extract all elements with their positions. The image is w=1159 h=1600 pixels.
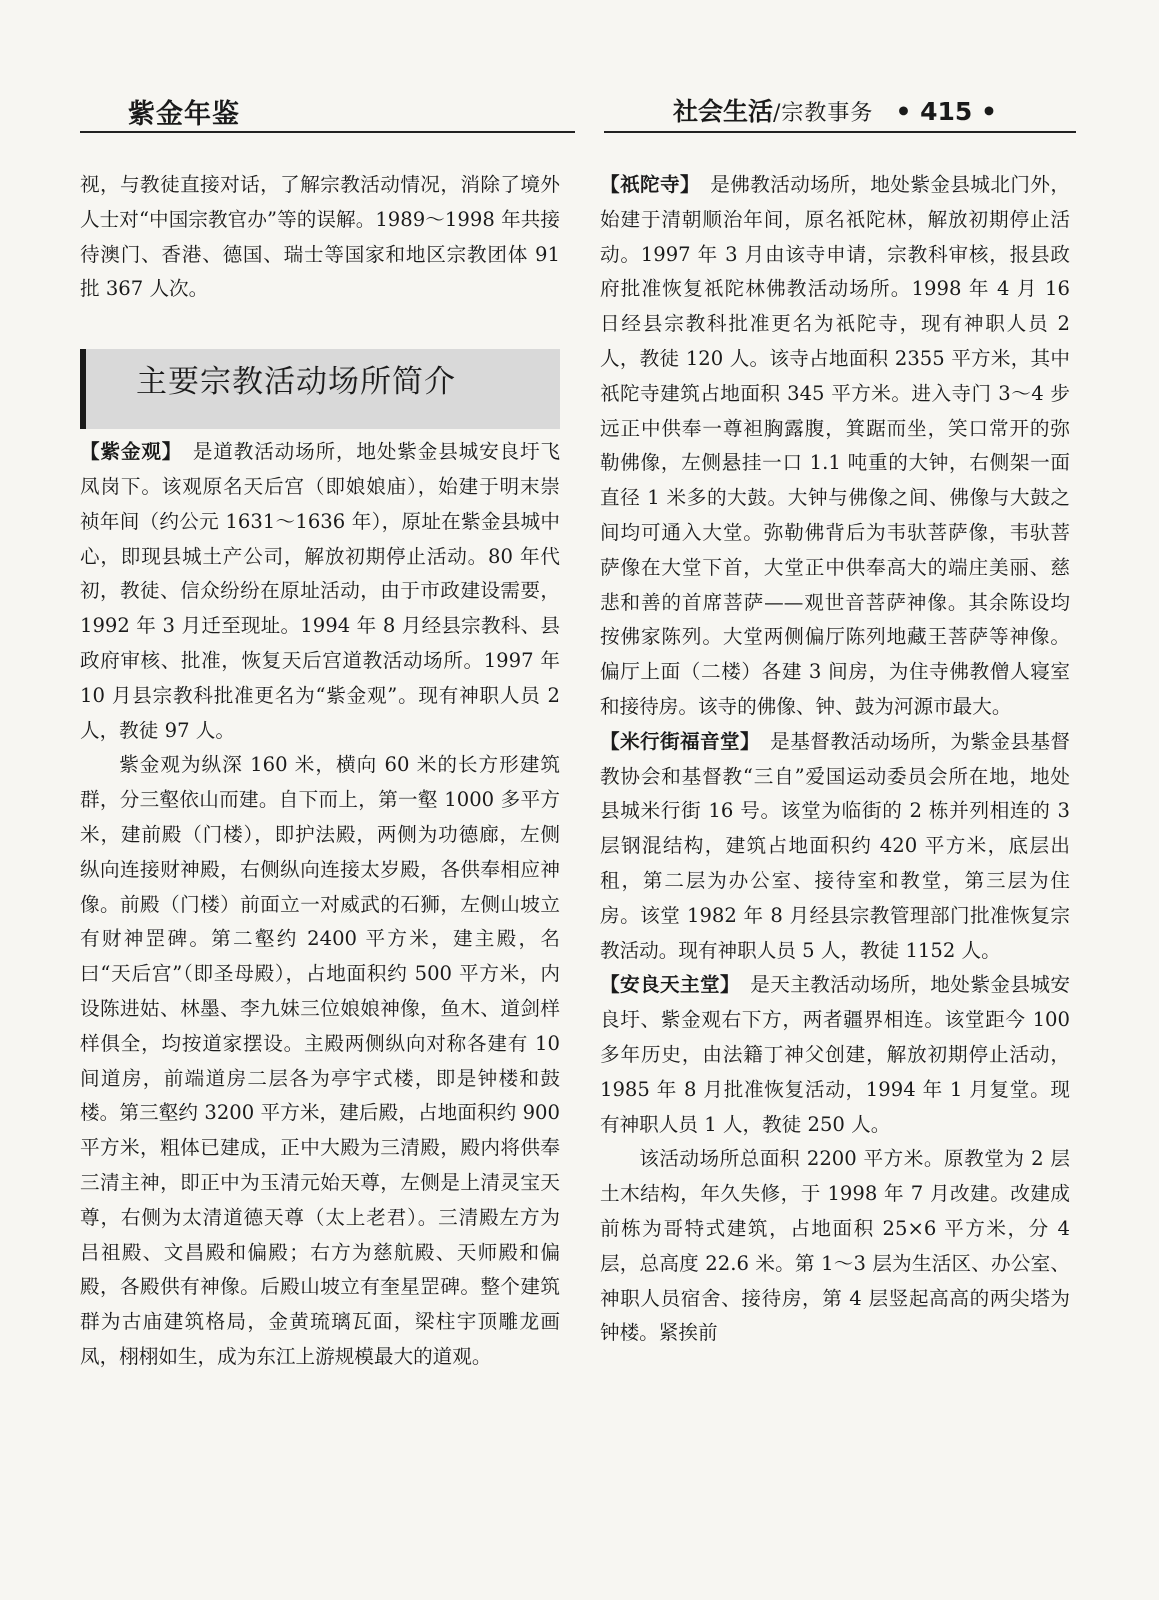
zijin-entry-text: 是道教活动场所，地处紫金县城安良圩飞凤岗下。该观原名天后宫（即娘娘庙），始建于明末崇祯年间（约公元 1631～1636 年），原址在紫金县城中心，即现县城土产公司，解放初期停止活动。80 年代初，教徒、信众纷纷在原址活动，由于市政建设需要，1992 年 3 月迁至现址。1994 年 8 月经县宗教科、县政府审核、批准，恢复天后宫道教活动场所。1997 年 10 月县宗教科批准更名为“紫金观”。现有神职人员 2 人，教徒 97 人。 [80, 440, 560, 742]
left-column [80, 168, 560, 1568]
intro-paragraph: 视，与教徒直接对话，了解宗教活动情况，消除了境外人士对“中国宗教官办”等的误解。1989～1998 年共接待澳门、香港、德国、瑞士等国家和地区宗教团体 91 批 367 人次。 [80, 173, 560, 301]
header-rule-right [604, 131, 1076, 133]
section-title: 主要宗教活动场所简介 [136, 364, 456, 401]
mihang-paragraph [600, 725, 1070, 969]
mihang-entry-head: 【米行街福音堂】 [600, 729, 751, 753]
header-rule-left [80, 131, 575, 133]
qituo-entry-head: 【祇陀寺】 [600, 173, 691, 196]
section-name: 社会生活 [673, 97, 774, 126]
section-heading-box [80, 349, 560, 429]
anliang-paragraph-2: 该活动场所总面积 2200 平方米。原教堂为 2 层土木结构，年久失修，于 1998 年 7 月改建。改建成前栋为哥特式建筑，占地面积 25×6 平方米，分 4 层，总高度 22.6 米。第 1～3 层为生活区、办公室、神职人员宿舍、接待房，第 4 层竖起高高的两尖塔为钟楼。紧挨前 [600, 1147, 1070, 1345]
qituo-paragraph [600, 168, 1070, 725]
zijin-paragraph-2: 紫金观为纵深 160 米，横向 60 米的长方形建筑群，分三壑依山而建。自下而上，第一壑 1000 多平方米，建前殿（门楼），即护法殿，两侧为功德廊，左侧纵向连接财神殿，右侧纵向连接太岁殿，各供奉相应神像。前殿（门楼）前面立一对威武的石狮，左侧山坡立有财神罡碑。第二壑约 2400 平方米，建主殿，名曰“天后宫”（即圣母殿），占地面积约 500 平方米，内设陈进姑、林墨、李九妹三位娘娘神像，鱼木、道剑样样俱全，均按道家摆设。主殿两侧纵向对称各建有 10 间道房，前端道房二层各为亭宇式楼，即是钟楼和鼓楼。第三壑约 3200 平方米，建后殿，占地面积约 900 平方米，粗体已建成，正中大殿为三清殿，殿内将供奉三清主神，即正中为玉清元始天尊，左侧是上清灵宝天尊，右侧为太清道德天尊（太上老君）。三清殿左方为吕祖殿、文昌殿和偏殿；右方为慈航殿、天师殿和偏殿，各殿供有神像。后殿山坡立有奎星罡碑。整个建筑群为古庙建筑格局，金黄琉璃瓦面，梁柱宇顶雕龙画凤，栩栩如生，成为东江上游规模最大的道观。 [80, 753, 560, 1368]
anliang-entry-text: 是天主教活动场所，地处紫金县城安良圩、紫金观右下方，两者疆界相连。该堂距今 100 多年历史，由法籍丁神父创建，解放初期停止活动，1985 年 8 月批准恢复活动，1994 年 1 月复堂。现有神职人员 1 人，教徒 250 人。 [600, 973, 1070, 1136]
qituo-entry-text: 是佛教活动场所，地处紫金县城北门外，始建于清朝顺治年间，原名祇陀林，解放初期停止活动。1997 年 3 月由该寺申请，宗教科审核，报县政府批准恢复祇陀林佛教活动场所。1998 年 4 月 16 日经县宗教科批准更名为祇陀寺，现有神职人员 2 人，教徒 120 人。该寺占地面积 2355 平方米，其中祇陀寺建筑占地面积 345 平方米。进入寺门 3～4 步远正中供奉一尊袒胸露腹，箕踞而坐，笑口常开的弥勒佛像，左侧悬挂一口 1.1 吨重的大钟，右侧架一面直径 1 米多的大鼓。大钟与佛像之间、佛像与大鼓之间均可通入大堂。弥勒佛背后为韦驮菩萨像，韦驮菩萨像在大堂下首，大堂正中供奉高大的端庄美丽、慈悲和善的首席菩萨——观世音菩萨神像。其余陈设均按佛家陈列。大堂两侧偏厅陈列地藏王菩萨等神像。偏厅上面（二楼）各建 3 间房，为住寺佛教僧人寝室和接待房。该寺的佛像、钟、鼓为河源市最大。 [600, 173, 1070, 718]
zijin-paragraph-1 [80, 435, 560, 748]
mihang-entry-text: 是基督教活动场所，为紫金县基督教协会和基督教“三自”爱国运动委员会所在地，地处县城米行街 16 号。该堂为临街的 2 栋并列相连的 3 层钢混结构，建筑占地面积约 420 平方米，底层出租，第二层为办公室、接待室和教堂，第三层为住房。该堂 1982 年 8 月经县宗教管理部门批准恢复宗教活动。现有神职人员 5 人，教徒 1152 人。 [600, 729, 1070, 962]
book-title: 紫金年鉴 [128, 99, 240, 130]
right-column [600, 168, 1070, 1568]
anliang-paragraph-1 [600, 968, 1070, 1142]
anliang-entry-head: 【安良天主堂】 [600, 973, 731, 997]
running-header [673, 92, 997, 128]
zijin-entry-head: 【紫金观】 [80, 440, 173, 464]
subsection-name: /宗教事务 [773, 101, 874, 126]
page-number: • 415 • [895, 97, 997, 126]
